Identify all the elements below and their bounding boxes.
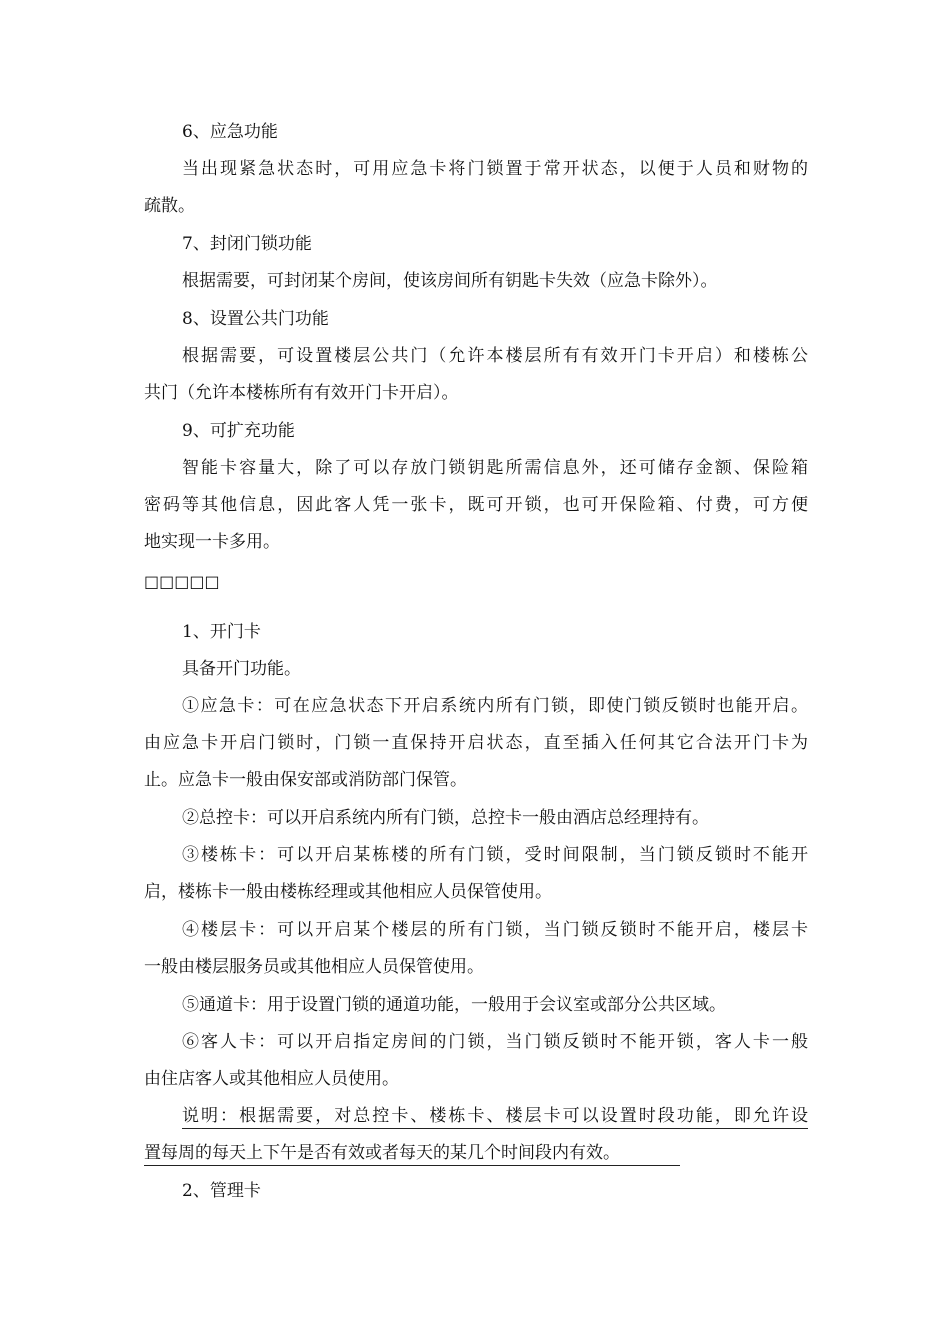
card-1-heading: 1、开门卡 [182, 622, 261, 642]
card-2-heading: 2、管理卡 [182, 1181, 261, 1201]
card-1-body: 具备开门功能。 [182, 659, 301, 679]
emergency-card-line-1: ①应急卡：可在应急状态下开启系统内所有门锁，即使门锁反锁时也能开启。 [182, 696, 808, 716]
section-9-body-line-2: 密码等其他信息，因此客人凭一张卡，既可开锁，也可开保险箱、付费，可方便 [144, 495, 808, 515]
section-8-body-line-1: 根据需要，可设置楼层公共门（允许本楼层所有有效开门卡开启）和楼栋公 [182, 346, 808, 366]
emergency-card-line-3: 止。应急卡一般由保安部或消防部门保管。 [144, 770, 467, 790]
floor-card-line-2: 一般由楼层服务员或其他相应人员保管使用。 [144, 957, 484, 977]
passage-card-line-1: ⑤通道卡：用于设置门锁的通道功能，一般用于会议室或部分公共区域。 [182, 995, 726, 1015]
time-period-note-line-1: 说明：根据需要，对总控卡、楼栋卡、楼层卡可以设置时段功能，即允许设 [182, 1104, 808, 1129]
section-9-body-line-3: 地实现一卡多用。 [144, 532, 280, 552]
emergency-card-line-2: 由应急卡开启门锁时，门锁一直保持开启状态，直至插入任何其它合法开门卡为 [144, 733, 808, 753]
building-card-line-1: ③楼栋卡：可以开启某栋楼的所有门锁，受时间限制，当门锁反锁时不能开 [182, 845, 808, 865]
garbled-section-heading: □□□□□ [144, 572, 220, 591]
time-period-note-line-2: 置每周的每天上下午是否有效或者每天的某几个时间段内有效。 [144, 1141, 680, 1166]
section-9-body-line-1: 智能卡容量大，除了可以存放门锁钥匙所需信息外，还可储存金额、保险箱 [182, 458, 808, 478]
section-9-heading: 9、可扩充功能 [182, 421, 295, 441]
section-7-body-line-1: 根据需要，可封闭某个房间，使该房间所有钥匙卡失效（应急卡除外）。 [182, 271, 718, 291]
document-page [144, 0, 808, 1344]
section-6-heading: 6、应急功能 [182, 122, 278, 142]
floor-card-line-1: ④楼层卡：可以开启某个楼层的所有门锁，当门锁反锁时不能开启，楼层卡 [182, 920, 808, 940]
section-7-heading: 7、封闭门锁功能 [182, 234, 312, 254]
building-card-line-2: 启，楼栋卡一般由楼栋经理或其他相应人员保管使用。 [144, 882, 552, 902]
section-6-body-line-1: 当出现紧急状态时，可用应急卡将门锁置于常开状态，以便于人员和财物的 [182, 159, 808, 179]
section-8-heading: 8、设置公共门功能 [182, 309, 329, 329]
section-8-body-line-2: 共门（允许本楼栋所有有效开门卡开启）。 [144, 383, 459, 403]
master-card-line-1: ②总控卡：可以开启系统内所有门锁，总控卡一般由酒店总经理持有。 [182, 808, 709, 828]
section-6-body-line-2: 疏散。 [144, 196, 195, 216]
guest-card-line-2: 由住店客人或其他相应人员使用。 [144, 1069, 399, 1089]
guest-card-line-1: ⑥客人卡：可以开启指定房间的门锁，当门锁反锁时不能开锁，客人卡一般 [182, 1032, 808, 1052]
